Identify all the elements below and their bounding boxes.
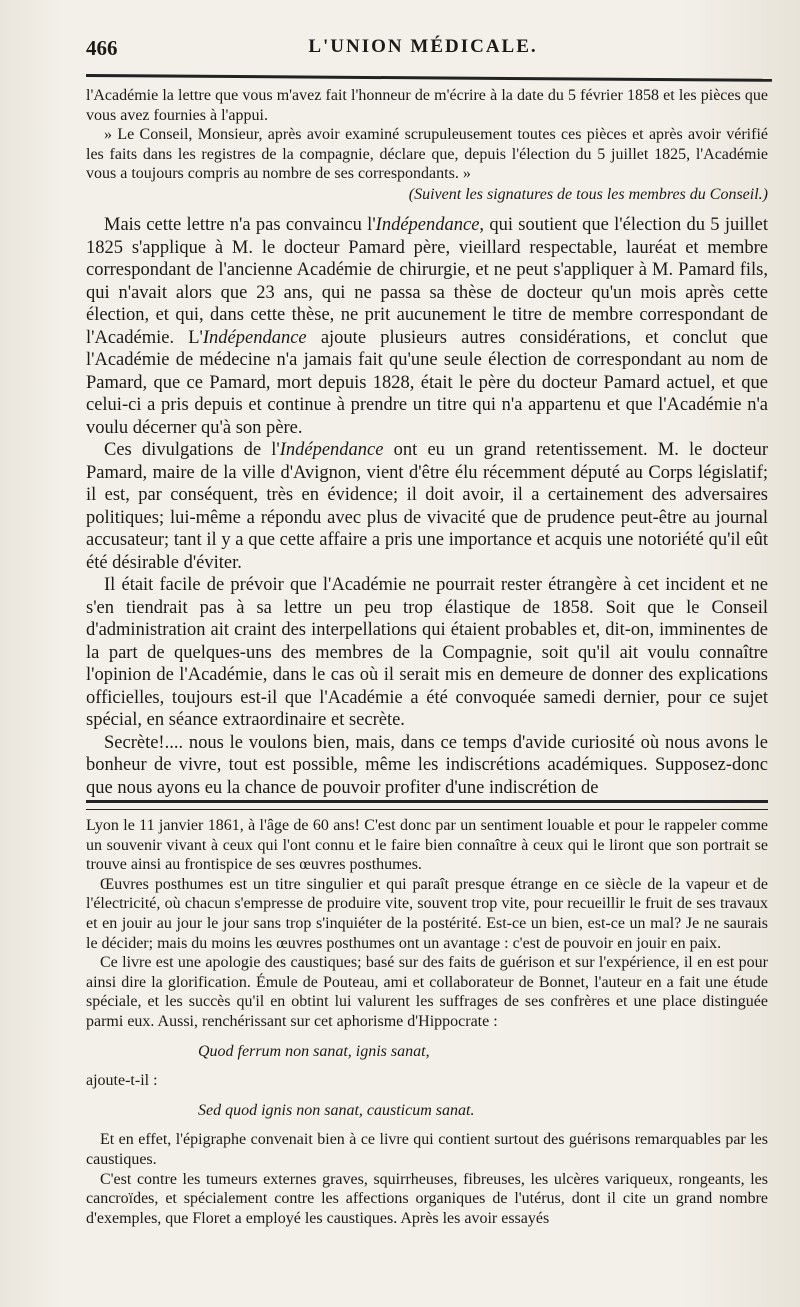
feuilleton-paragraph: Œuvres posthumes est un titre singulier et qui paraît presque étrange en ce siècle de la vapeur et de l'électricité, où chacun s'empresse de produire vite, souvent trop vite, pour recueillir le fruit de ses travaux et en jouir au jour le jour sans trop s'inquiéter de la postérité. Est-ce un bien, est-ce un mal? Je ne saurais le décider; mais du moins les œuvres posthumes ont un avantage : c'est de pouvoir en jouir en paix. [86,875,768,952]
body-paragraph: Mais cette lettre n'a pas convaincu l'Indépendance, qui soutient que l'élection du 5 juillet 1825 s'applique à M. le docteur Pamard père, vieillard respectable, lauréat et membre correspondant de l'ancienne Académie de chirurgie, et ne peut s'appliquer à M. Pamard fils, qui n'avait alors que 23 ans, qui ne passa sa thèse de docteur qu'un mois après cette élection, et qui, dans cette thèse, ne prit aucunement le titre de membre correspondant de l'Académie. L'Indépendance ajoute plusieurs autres considérations, et conclut que l'Académie de médecine n'a jamais fait qu'une seule élection de correspondant au nom de Pamard, que ce Pamard, mort depuis 1828, était le père du docteur Pamard actuel, et que celui-ci a pris depuis et continue à prendre un titre qui n'a appartenu et que l'Académie n'a voulu décerner qu'à son père. [86,215,768,438]
body-paragraph: Secrète!.... nous le voulons bien, mais, dans ce temps d'avide curiosité où nous avons le bonheur de vivre, tout est possible, même les indiscrétions académiques. Supposez-donc que nous ayons eu la chance de pouvoir profiter d'une indiscrétion de [86,732,768,798]
running-title: L'UNION MÉDICALE. [308,36,538,57]
feuilleton-paragraph: C'est contre les tumeurs externes graves, squirrheuses, fibreuses, les ulcères variqueux, rongeants, les cancroïdes, et spécialement contre les affections organiques de l'utérus, dont il cite un grand nombre d'exemples, que Floret a employé les caustiques. Après les avoir essayés [86,1170,768,1227]
body-paragraph: Ces divulgations de l'Indépendance ont eu un grand retentissement. M. le docteur Pamard, maire de la ville d'Avignon, vient d'être élu récemment député au Corps législatif; il est, par conséquent, très en évidence; il doit avoir, il a certainement des adversaires politiques; lui-même a répondu avec plus de vivacité que de prudence peut-être au journal accusateur; tant il y a que cette affaire a pris une importance et acquis une notoriété qu'il eût été désirable d'éviter. [86,440,769,573]
header-rule [86,74,772,82]
feuilleton-line: ajoute-t-il : [86,1072,158,1090]
latin-quote: Sed quod ignis non sanat, causticum sanat. [198,1101,475,1119]
feuilleton-paragraph: Ce livre est une apologie des caustiques; basé sur des faits de guérison et sur l'expérience, il en est pour ainsi dire la glorification. Émule de Pouteau, ami et collaborateur de Bonnet, l'auteur en a fait une étude spéciale, et les succès qu'il en obtint lui valurent les suffrages de ses confrères et une place distinguée parmi eux. Aussi, renchérissant sur cet aphorisme d'Hippocrate : [86,954,768,1030]
page-number: 466 [86,36,118,60]
latin-quote: Quod ferrum non sanat, ignis sanat, [198,1042,430,1060]
letter-paragraph: » Le Conseil, Monsieur, après avoir examiné scrupuleusement toutes ces pièces et après avoir vérifié les faits dans les registres de la compagnie, déclare que, depuis l'élection du 5 juillet 1825, l'Académie vous a toujours compris au nombre de ses correspondants. » [86,126,768,182]
body-paragraph: Il était facile de prévoir que l'Académie ne pourrait rester étrangère à cet incident et ne s'en tiendrait pas à sa lettre un peu trop élastique de 1858. Soit que le Conseil d'administration ait craint des interpellations qui étaient probables et, dit-on, imminentes de la part de quelques-uns des membres de la Compagnie, soit qu'il ait voulu connaître l'opinion de l'Académie, dans le cas où il serait mis en demeure de donner des explications officielles, toujours est-il que l'Académie a été convoquée samedi dernier, pour ce sujet spécial, en séance extraordinaire et secrète. [86,575,768,730]
feuilleton-paragraph: Et en effet, l'épigraphe convenait bien à ce livre qui contient surtout des guérisons remarquables par les caustiques. [86,1131,768,1168]
feuilleton-column [86,816,768,1228]
feuilleton-separator [86,800,768,810]
page-header [86,36,760,64]
signature-note: (Suivent les signatures de tous les membres du Conseil.) [408,185,768,203]
main-column [86,86,768,799]
letter-paragraph: l'Académie la lettre que vous m'avez fait l'honneur de m'écrire à la date du 5 février 1858 et les pièces que vous avez fournies à l'appui. [86,87,768,124]
feuilleton-paragraph: Lyon le 11 janvier 1861, à l'âge de 60 ans! C'est donc par un sentiment louable et pour le rappeler comme un souvenir vivant à ceux qui l'ont connu et le faire bien connaître à ceux qui le liront que son portrait se trouve ainsi au frontispice de ses œuvres posthumes. [86,817,768,874]
